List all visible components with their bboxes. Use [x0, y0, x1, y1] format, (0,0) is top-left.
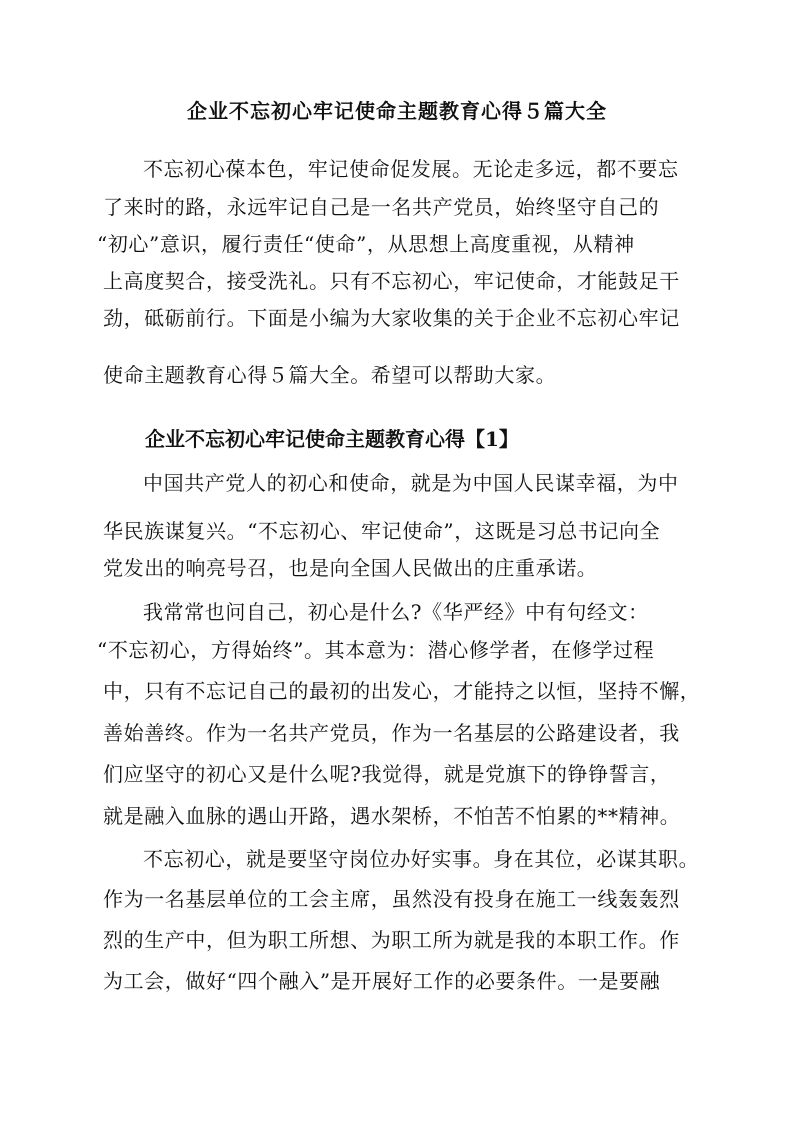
body-line: 作为一名基层单位的工会主席，虽然没有投身在施工一线轰轰烈	[103, 887, 680, 911]
section-heading: 企业不忘初心牢记使命主题教育心得【1】	[145, 427, 519, 451]
body-line: 为工会，做好“四个融入”是开展好工作的必要条件。一是要融	[103, 969, 661, 993]
intro-line: 使命主题教育心得５篇大全。希望可以帮助大家。	[103, 363, 557, 387]
body-line: 华民族谋复兴。“不忘初心、牢记使命”，这既是习总书记向全	[103, 519, 661, 543]
body-line: 不忘初心，就是要坚守岗位办好实事。身在其位，必谋其职。	[143, 847, 700, 871]
intro-line: 劲，砥砺前行。下面是小编为大家收集的关于企业不忘初心牢记	[103, 306, 680, 330]
body-line: 善始善终。作为一名共产党员，作为一名基层的公路建设者，我	[103, 721, 680, 745]
intro-line: 上高度契合，接受洗礼。只有不忘初心，牢记使命，才能鼓足干	[103, 269, 680, 293]
body-line: “不忘初心，方得始终”。其本意为：潜心修学者，在修学过程	[97, 638, 655, 662]
document-title: 企业不忘初心牢记使命主题教育心得５篇大全	[187, 99, 607, 123]
body-line: 中国共产党人的初心和使命，就是为中国人民谋幸福，为中	[143, 471, 679, 495]
body-line: 就是融入血脉的遇山开路，遇水架桥，不怕苦不怕累的**精神。	[103, 804, 681, 828]
intro-line: “初心”意识，履行责任“使命”，从思想上高度重视，从精神	[97, 232, 635, 256]
body-line: 中，只有不忘记自己的最初的出发心，才能持之以恒，坚持不懈，	[103, 679, 701, 703]
body-line: 烈的生产中，但为职工所想、为职工所为就是我的本职工作。作	[103, 928, 680, 952]
body-line: 我常常也问自己，初心是什么?《华严经》中有句经文：	[143, 600, 649, 624]
intro-line: 了来时的路，永远牢记自己是一名共产党员，始终坚守自己的	[103, 195, 660, 219]
intro-line: 不忘初心葆本色，牢记使命促发展。无论走多远，都不要忘	[143, 157, 679, 181]
body-line: 们应坚守的初心又是什么呢?我觉得，就是党旗下的铮铮誓言，	[103, 762, 671, 786]
body-line: 党发出的响亮号召，也是向全国人民做出的庄重承诺。	[103, 556, 598, 580]
